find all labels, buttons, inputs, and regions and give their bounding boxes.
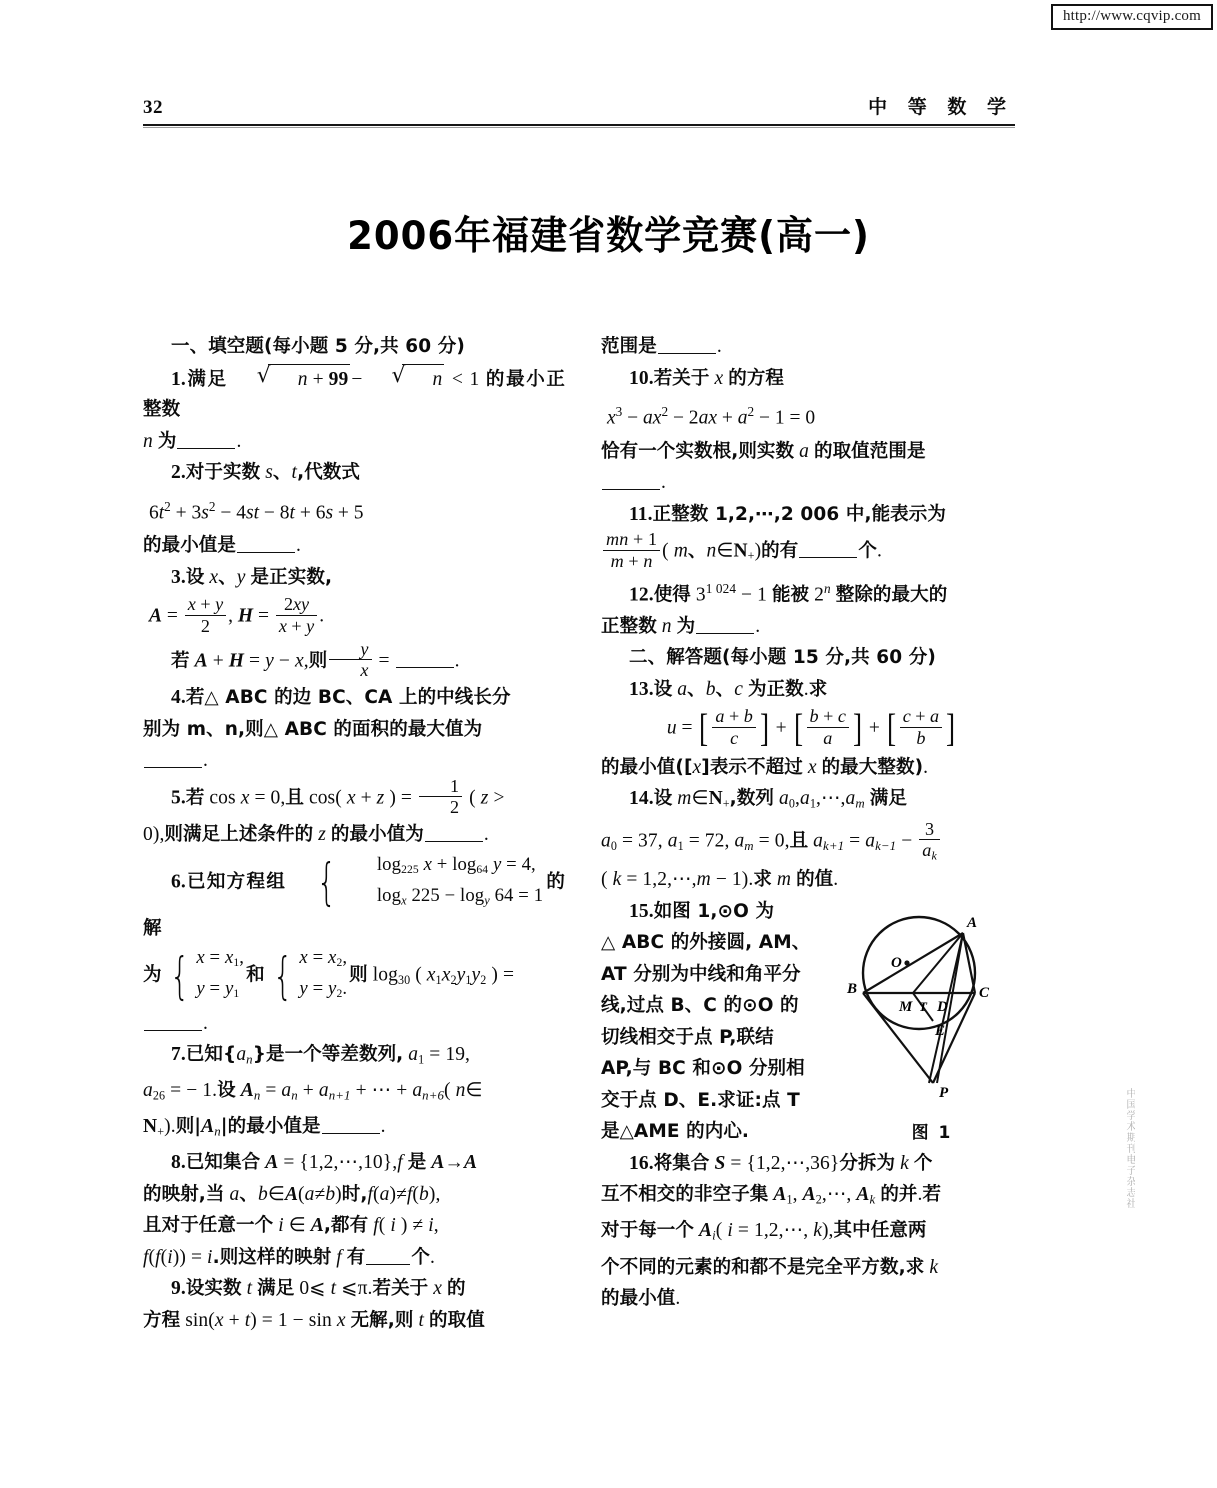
problem-16-line4: 个不同的元素的和都不是完全平方数,求 k [601, 1256, 939, 1278]
figure-label-a: A [967, 914, 978, 931]
figure-label-p: P [939, 1084, 949, 1101]
margin-stamp: 中国学术期刊电子杂志社 [1124, 1088, 1135, 1209]
circle-geometry-diagram [841, 901, 1023, 1111]
problem-1-number: 1. [171, 368, 186, 390]
answer-blank[interactable] [396, 667, 454, 668]
answer-blank[interactable] [144, 767, 202, 768]
answer-blank[interactable] [366, 1264, 410, 1265]
problem-4-line2: 别为 m、n,则△ ABC 的面积的最大值为 [143, 718, 483, 740]
problem-7: 7.已知$\{a_n\}$是一个等差数列, $a_1 = 19$, [171, 1044, 471, 1067]
problem-13-expression: u = [ $\frac{a + b}{c}$ ] + [ $\frac{b + c}{a}$ ] + [ $\frac{c + a}{b}$ ] [666, 706, 956, 751]
problem-16-line2: 互不相交的非空子集 $A_1$, $A_2,\cdots$, $A_k$ 的并.若 [601, 1184, 942, 1207]
problem-2-line3: 的最小值是 . [143, 535, 301, 556]
figure-label-t: T [919, 998, 927, 1014]
problem-15-line7: 交于点 D、E.求证:点 T [601, 1089, 800, 1111]
problem-6: 6.已知方程组 { $\log_{225} x + \log_{64} y = 4$, $\log_x 225 - \log_y 64 = 1$ 的解 [143, 853, 565, 939]
problem-10: 10.若关于 x 的方程 [629, 367, 785, 389]
problem-6-number: 6. [171, 871, 186, 893]
answer-blank[interactable] [602, 489, 660, 490]
answer-blank[interactable] [177, 448, 235, 449]
problem-14: 14.设 $m\in N_+$,数列 $a_0,a_1,\cdots,a_m$ 满足 [629, 788, 907, 811]
problem-10-line2: 恰有一个实数根,则实数 a 的取值范围是 [601, 440, 926, 462]
figure-label-d: D [937, 998, 948, 1015]
answer-blank[interactable] [696, 633, 754, 634]
page-number: 32 [143, 97, 163, 118]
problem-4 [143, 683, 565, 714]
left-column [143, 332, 565, 1337]
center-point-o [904, 960, 909, 965]
problem-9-line3: 范围是 . [601, 336, 722, 357]
problem-2-tail: 的最小值是 [143, 535, 237, 556]
problem-10-number: 10. [629, 367, 654, 389]
problem-7-line3: $N_+$).则$|A_n|$的最小值是 . [143, 1116, 386, 1139]
problem-8-line3: 且对于任意一个 i ∈ A,都有 f( i ) ≠ i, [143, 1215, 439, 1237]
figure-label-o: O [891, 954, 902, 971]
problem-13: 13.设 a、b、c 为正数.求 [629, 678, 828, 700]
answer-blank[interactable] [237, 552, 295, 553]
problem-15-line6: AP,与 BC 和⊙O 分别相 [601, 1058, 805, 1080]
problem-6-lead: 已知方程组 [185, 871, 287, 893]
figure-label-m: M [899, 998, 913, 1015]
answer-blank[interactable] [658, 353, 716, 354]
problem-8-line2: 的映射,当 a、b∈A(a≠b)时,f(a)≠f(b), [143, 1183, 441, 1205]
segment-ab [863, 933, 963, 993]
problem-7-line2: $a_{26}$ = − 1.设 $A_n = a_n + a_{n+1}$ + ⋯ + $a_{n+6}$( n∈ [143, 1080, 483, 1103]
problem-6-line3: . [143, 1009, 565, 1040]
journal-name: 中 等 数 学 [868, 96, 1013, 118]
problem-15-number: 15. [629, 900, 654, 922]
problem-9: 9.设实数 t 满足 0⩽ t ⩽π.若关于 x 的 [171, 1278, 466, 1300]
problem-15-line5: 切线相交于点 P,联结 [601, 1026, 774, 1048]
problem-3-tail: 是正实数, [250, 566, 333, 588]
problem-2-number: 2. [171, 462, 186, 483]
answer-blank[interactable] [322, 1133, 380, 1134]
problem-13-number: 13. [629, 678, 654, 700]
problem-12-line2: 正整数 n 为 . [601, 615, 761, 637]
problem-15-line2: △ ABC 的外接圆, AM、 [601, 932, 811, 954]
problem-1-line2: n 为 . [143, 430, 242, 452]
problem-12: 12.使得 $3^{1 024} - 1$ 能被 2$^n$ 整除的最大的 [629, 580, 948, 606]
problem-2-expression: $6t^2 + 3s^2 - 4st - 8t + 6s + 5$ [149, 498, 364, 523]
page-title: 2006年福建省数学竞赛(高一) [347, 212, 870, 259]
problem-5-line2: 0),则满足上述条件的 z 的最小值为 . [143, 824, 489, 846]
section-heading-solve: 二、解答题(每小题 15 分,共 60 分) [629, 647, 936, 669]
problem-3: 3.设 x、y 是正实数, [171, 566, 333, 588]
answer-blank[interactable] [799, 557, 857, 558]
problem-8: 8.已知集合 A = {1,2,⋯,10},f 是 A→A [171, 1152, 478, 1174]
problem-16-number: 16. [629, 1152, 654, 1174]
figure-1 [841, 901, 1023, 1143]
problem-15-line8: 是△AME 的内心. [601, 1121, 750, 1143]
watermark-url: http://www.cqvip.com [1062, 8, 1201, 24]
problem-15-line4: 线,过点 B、C 的⊙O 的 [601, 995, 799, 1017]
problem-2: 2.对于实数 s、t,代数式 [171, 462, 360, 483]
problem-3-definition: A = $\frac{x + y}{2}$ , H = $\frac{2xy}{x + y}$ . [149, 594, 325, 636]
problem-3-condition: 若 A + H = y − x,则 $\frac{y}{x}$ = . [171, 638, 460, 681]
article-body [143, 332, 1023, 1337]
problem-1: 1.满足 √ n + 99 − √ n < 1 的最小正整数 [143, 364, 565, 426]
right-column [601, 332, 1023, 1337]
problem-16-line5: 的最小值. [601, 1288, 681, 1310]
problem-12-number: 12. [629, 584, 654, 606]
problem-9-line2: 方程 sin(x + t) = 1 − sin x 无解,则 t 的取值 [143, 1309, 485, 1331]
problem-4-line1: 若△ ABC 的边 BC、CA 上的中线长分 [185, 687, 511, 709]
problem-5-number: 5. [171, 787, 186, 809]
section-heading-fill-in: 一、填空题(每小题 5 分,共 60 分) [171, 336, 465, 357]
problem-3-lead: 设 [185, 566, 205, 588]
problem-9-number: 9. [171, 1278, 186, 1300]
answer-blank[interactable] [425, 841, 483, 842]
problem-3-number: 3. [171, 566, 186, 588]
problem-14-line3: ( k = 1,2,⋯,m − 1).求 m 的值. [601, 869, 839, 891]
problem-15-line1: 如图 1,⊙O 为 [653, 900, 775, 922]
problem-15-line3: AT 分别为中线和角平分 [601, 963, 801, 985]
problem-6-system: { $\log_{225} x + \log_{64} y = 4$, $\log_x 225 - \log_y 64 = 1$ [316, 853, 544, 912]
problem-11: 11.正整数 1,2,⋯,2 006 中,能表示为 [629, 503, 946, 525]
figure-label-c: C [979, 984, 990, 1001]
problem-10-expression: $x^3 - ax^2 - 2ax + a^2 - 1 = 0$ [607, 404, 816, 429]
answer-blank[interactable] [144, 1030, 202, 1031]
source-watermark [1051, 4, 1213, 30]
problem-11-number: 11. [629, 503, 653, 525]
problem-7-number: 7. [171, 1044, 186, 1066]
problem-10-line3: . [601, 468, 1023, 499]
problem-13-line2: 的最小值([x]表示不超过 x 的最大整数). [601, 756, 929, 778]
problem-5: 5.若 cos x = 0,且 cos( x + z ) = $\frac{1}{2}$ ( z > [171, 775, 505, 818]
figure-caption: 图 1 [911, 1122, 953, 1143]
problem-16: 16.将集合 S = {1,2,⋯,36}分拆为 k 个 [629, 1152, 933, 1174]
problem-8-number: 8. [171, 1152, 186, 1174]
problem-1-lead: 满足 [185, 368, 228, 390]
problem-2-lead: 对于实数 [185, 462, 261, 483]
figure-label-e: E [935, 1022, 946, 1039]
problem-4-number: 4. [171, 687, 186, 709]
problem-6-line2: 为 { $x = x_1$, $y = y_1$ 和 { $x = x_2$, $y = y_2$. 则 $\log_{30}$ ( $x_1x_2y_1y_2$ ) = [143, 946, 515, 1005]
header-rule [143, 124, 1015, 126]
problem-14-number: 14. [629, 788, 654, 810]
page-header [143, 92, 1015, 119]
figure-label-b: B [847, 980, 858, 997]
problem-4-line3: . [143, 746, 565, 777]
problem-14-line2: $a_0 = 37$, $a_1 = 72$, $a_m = 0$,且 $a_{k+1} = a_{k-1}$ − $\frac{3}{a_k}$ [601, 820, 1023, 864]
problem-16-line3: 对于每一个 $A_i$( i = 1,2,⋯, k),其中任意两 [601, 1220, 927, 1244]
problem-1-tail: 的最小正整数 [143, 368, 565, 420]
problem-11-line2: $\frac{mn + 1}{m + n}$ ( m、$n\in N_+$)的有 个. [601, 531, 1023, 573]
problem-8-line4: f(f(i)) = i.则这样的映射 f 有 个. [143, 1246, 435, 1268]
